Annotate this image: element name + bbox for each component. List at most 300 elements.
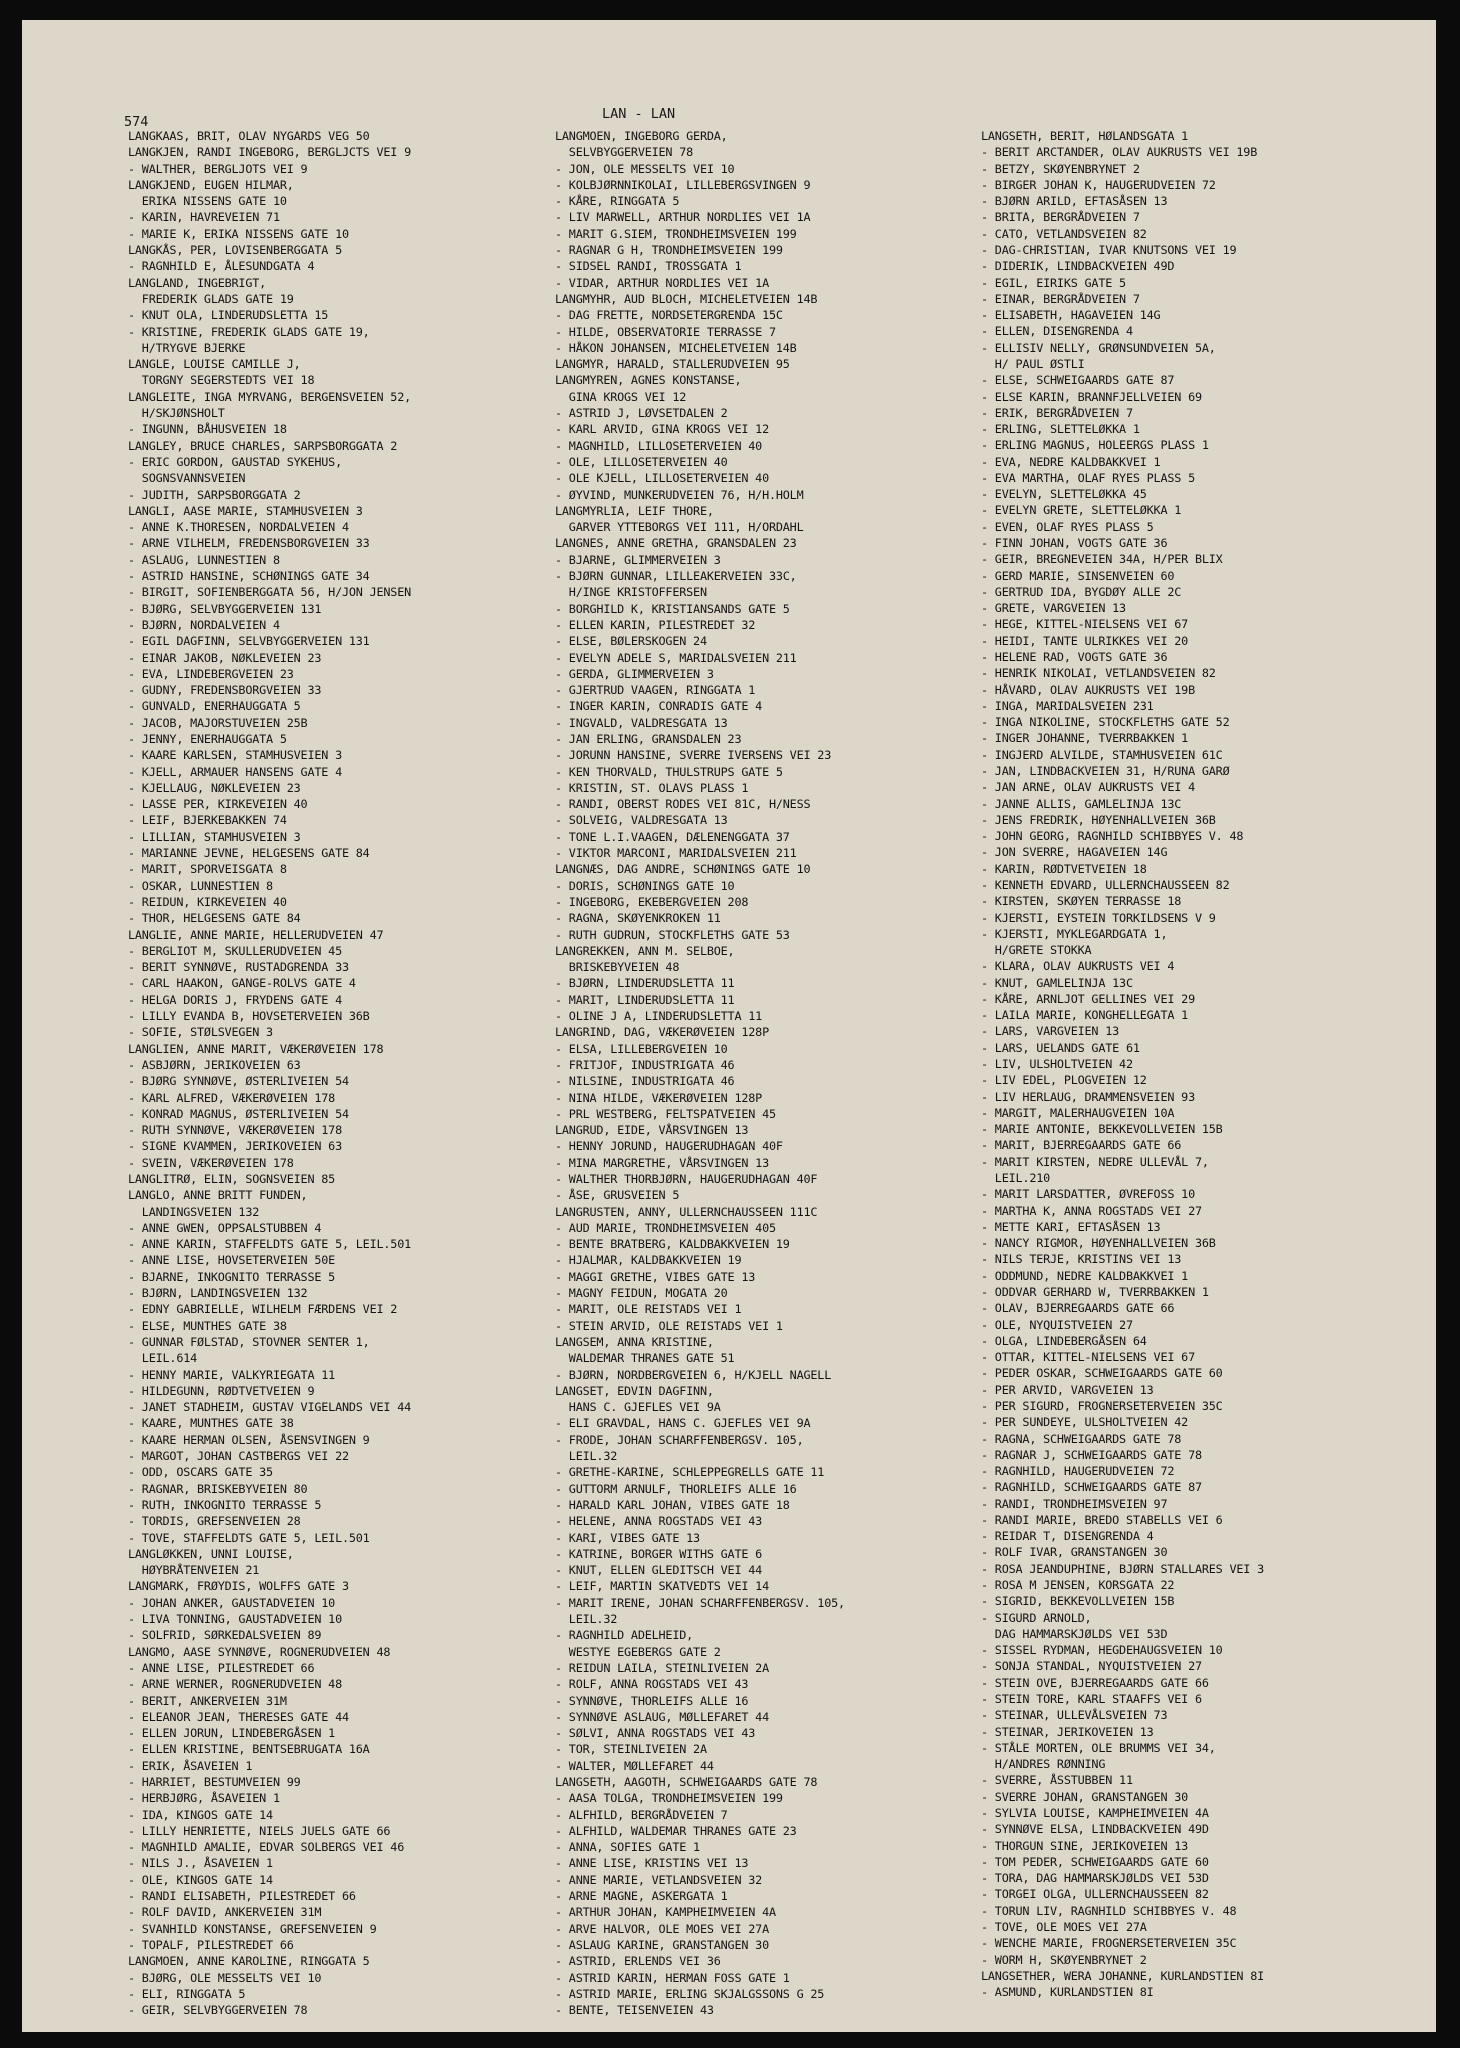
directory-entry: LANGMO, AASE SYNNØVE, ROGNERUDVEIEN 48 xyxy=(128,1644,391,1659)
directory-entry: - FRODE, JOHAN SCHARFFENBERGSV. 105, xyxy=(555,1432,804,1447)
directory-entry: - ERIK, BERGRÅDVEIEN 7 xyxy=(981,405,1133,420)
directory-entry: LANGLEY, BRUCE CHARLES, SARPSBORGGATA 2 xyxy=(128,438,398,453)
directory-entry: - DAG-CHRISTIAN, IVAR KNUTSONS VEI 19 xyxy=(981,242,1237,257)
directory-entry: - SIGNE KVAMMEN, JERIKOVEIEN 63 xyxy=(128,1139,342,1154)
directory-entry: - BJØRN ARILD, EFTASÅSEN 13 xyxy=(981,194,1168,209)
directory-entry: - ASLAUG KARINE, GRANSTANGEN 30 xyxy=(555,1937,769,1952)
directory-entry: H/SKJØNSHOLT xyxy=(128,406,225,421)
directory-entry: - WALTHER THORBJØRN, HAUGERUDHAGAN 40F xyxy=(555,1172,818,1186)
directory-entry: - EGIL DAGFINN, SELVBYGGERVEIEN 131 xyxy=(128,634,370,649)
directory-entry: - KÅRE, RINGGATA 5 xyxy=(555,194,680,209)
directory-entry: - BERGLIOT M, SKULLERUDVEIEN 45 xyxy=(128,943,342,958)
directory-entry: - RUTH GUDRUN, STOCKFLETHS GATE 53 xyxy=(555,927,790,942)
directory-entry: - VIKTOR MARCONI, MARIDALSVEIEN 211 xyxy=(555,846,797,861)
directory-entry: - PER SUNDEYE, ULSHOLTVEIEN 42 xyxy=(981,1415,1189,1430)
directory-entry: - PEDER OSKAR, SCHWEIGAARDS GATE 60 xyxy=(981,1366,1223,1381)
directory-entry: - HEIDI, TANTE ULRIKKES VEI 20 xyxy=(981,633,1189,648)
directory-entry: - KJELL, ARMAUER HANSENS GATE 4 xyxy=(128,764,342,779)
directory-entry: - WALTHER, BERGLJOTS VEI 9 xyxy=(128,161,308,176)
directory-entry: - HENRIK NIKOLAI, VETLANDSVEIEN 82 xyxy=(981,666,1216,681)
directory-entry: - MAGNHILD, LILLOSETERVEIEN 40 xyxy=(555,438,763,453)
directory-entry: - OLAV, BJERREGAARDS GATE 66 xyxy=(981,1301,1175,1316)
directory-entry: - KENNETH EDVARD, ULLERNCHAUSSEEN 82 xyxy=(981,877,1230,892)
directory-entry: - JANNE ALLIS, GAMLELINJA 13C xyxy=(981,796,1182,811)
directory-entry: - SIDSEL RANDI, TROSSGATA 1 xyxy=(555,259,742,274)
directory-entry: ERIKA NISSENS GATE 10 xyxy=(128,194,287,209)
directory-entry: HANS C. GJEFLES VEI 9A xyxy=(555,1400,721,1415)
directory-entry: - BETZY, SKØYENBRYNET 2 xyxy=(981,161,1140,176)
directory-entry: - ASMUND, KURLANDSTIEN 8I xyxy=(981,1985,1154,2000)
directory-entry: - NANCY RIGMOR, HØYENHALLVEIEN 36B xyxy=(981,1236,1216,1251)
directory-entry: - JOHN GEORG, RAGNHILD SCHIBBYES V. 48 xyxy=(981,829,1244,844)
directory-entry: - ANNE K.THORESEN, NORDALVEIEN 4 xyxy=(128,520,349,535)
directory-entry: - INGVALD, VALDRESGATA 13 xyxy=(555,715,728,730)
directory-entry: - ANNA, SOFIES GATE 1 xyxy=(555,1840,700,1855)
directory-entry: LANGLIE, ANNE MARIE, HELLERUDVEIEN 47 xyxy=(128,927,384,942)
directory-entry: LANGLIEN, ANNE MARIT, VÆKERØVEIEN 178 xyxy=(128,1041,384,1056)
directory-entry: HØYBRÅTENVEIEN 21 xyxy=(128,1563,260,1578)
directory-entry: - PER ARVID, VARGVEIEN 13 xyxy=(981,1382,1154,1397)
directory-entry: LEIL.32 xyxy=(555,1612,618,1627)
directory-entry: - ELSE KARIN, BRANNFJELLVEIEN 69 xyxy=(981,389,1202,404)
directory-entry: - KARL ALFRED, VÆKERØVEIEN 178 xyxy=(128,1090,336,1105)
directory-entry: - CATO, VETLANDSVEIEN 82 xyxy=(981,226,1147,241)
directory-entry: LANGLE, LOUISE CAMILLE J, xyxy=(128,357,301,372)
directory-entry: - MARIT, OLE REISTADS VEI 1 xyxy=(555,1302,742,1317)
directory-entry: - ERIC GORDON, GAUSTAD SYKEHUS, xyxy=(128,454,342,469)
directory-entry: LANGRIND, DAG, VÆKERØVEIEN 128P xyxy=(555,1025,769,1040)
directory-entry: - EVA, LINDEBERGVEIEN 23 xyxy=(128,666,294,681)
directory-entry: - JACOB, MAJORSTUVEIEN 25B xyxy=(128,715,308,730)
directory-entry: LANGMYREN, AGNES KONSTANSE, xyxy=(555,373,742,388)
directory-entry: LANGLI, AASE MARIE, STAMHUSVEIEN 3 xyxy=(128,503,363,518)
directory-entry: - ODDMUND, NEDRE KALDBAKKVEI 1 xyxy=(981,1268,1189,1283)
directory-entry: - RAGNA, SKØYENKROKEN 11 xyxy=(555,911,721,926)
directory-entry: - TORA, DAG HAMMARSKJØLDS VEI 53D xyxy=(981,1871,1209,1886)
directory-entry: DAG HAMMARSKJØLDS VEI 53D xyxy=(981,1626,1168,1641)
directory-entry: - HERBJØRG, ÅSAVEIEN 1 xyxy=(128,1791,280,1806)
directory-entry: - SONJA STANDAL, NYQUISTVEIEN 27 xyxy=(981,1659,1202,1674)
directory-entry: - BRITA, BERGRÅDVEIEN 7 xyxy=(981,210,1140,225)
directory-entry: - HELGA DORIS J, FRYDENS GATE 4 xyxy=(128,992,342,1007)
directory-entry: H/INGE KRISTOFFERSEN xyxy=(555,585,707,600)
directory-entry: - AASA TOLGA, TRONDHEIMSVEIEN 199 xyxy=(555,1791,783,1806)
directory-entry: - STÅLE MORTEN, OLE BRUMMS VEI 34, xyxy=(981,1740,1216,1755)
directory-entry: - STEINAR, ULLEVÅLSVEIEN 73 xyxy=(981,1708,1168,1723)
directory-entry: H/ANDRES RØNNING xyxy=(981,1757,1106,1772)
directory-entry: - LARS, UELANDS GATE 61 xyxy=(981,1040,1140,1055)
directory-entry: - TORGEI OLGA, ULLERNCHAUSSEEN 82 xyxy=(981,1887,1209,1902)
directory-entry: - EVA MARTHA, OLAF RYES PLASS 5 xyxy=(981,470,1195,485)
directory-entry: - HEGE, KITTEL-NIELSENS VEI 67 xyxy=(981,617,1189,632)
directory-entry: FREDERIK GLADS GATE 19 xyxy=(128,291,294,306)
directory-entry: - ELI, RINGGATA 5 xyxy=(128,1986,246,2001)
directory-page xyxy=(22,20,1436,2032)
directory-entry: - BJØRN, LINDERUDSLETTA 11 xyxy=(555,976,735,991)
directory-entry: - ASTRID HANSINE, SCHØNINGS GATE 34 xyxy=(128,569,370,584)
directory-entry: - LEIF, MARTIN SKATVEDTS VEI 14 xyxy=(555,1579,769,1594)
directory-entry: - JUDITH, SARPSBORGGATA 2 xyxy=(128,487,301,502)
directory-entry: - RAGNA, SCHWEIGAARDS GATE 78 xyxy=(981,1431,1182,1446)
directory-entry: - KRISTIN, ST. OLAVS PLASS 1 xyxy=(555,780,749,795)
directory-entry: - KAARE KARLSEN, STAMHUSVEIEN 3 xyxy=(128,748,342,763)
directory-entry: - EVEN, OLAF RYES PLASS 5 xyxy=(981,519,1154,534)
directory-entry: WESTYE EGEBERGS GATE 2 xyxy=(555,1644,721,1659)
directory-entry: - WENCHE MARIE, FROGNERSETERVEIEN 35C xyxy=(981,1936,1237,1951)
directory-entry: - RAGNHILD E, ÅLESUNDGATA 4 xyxy=(128,259,315,274)
directory-entry: - STEINAR, JERIKOVEIEN 13 xyxy=(981,1724,1154,1739)
directory-entry: - KNUT OLA, LINDERUDSLETTA 15 xyxy=(128,308,329,323)
directory-entry: - KRISTINE, FREDERIK GLADS GATE 19, xyxy=(128,324,370,339)
directory-entry: - LIV MARWELL, ARTHUR NORDLIES VEI 1A xyxy=(555,210,811,225)
directory-entry: - ANNE LISE, KRISTINS VEI 13 xyxy=(555,1856,749,1871)
directory-entry: - THOR, HELGESENS GATE 84 xyxy=(128,911,301,926)
directory-entry: - ASTRID, ERLENDS VEI 36 xyxy=(555,1954,721,1969)
directory-entry: - TOPALF, PILESTREDET 66 xyxy=(128,1937,294,1952)
directory-entry: - NINA HILDE, VÆKERØVEIEN 128P xyxy=(555,1090,763,1105)
directory-entry: - ARTHUR JOHAN, KAMPHEIMVEIEN 4A xyxy=(555,1905,776,1920)
directory-entry: - JAN ARNE, OLAV AUKRUSTS VEI 4 xyxy=(981,780,1195,795)
directory-entry: LEIL.32 xyxy=(555,1449,618,1464)
directory-entry: - STEIN TORE, KARL STAAFFS VEI 6 xyxy=(981,1692,1202,1706)
directory-entry: BRISKEBYVEIEN 48 xyxy=(555,960,680,975)
directory-entry: SELVBYGGERVEIEN 78 xyxy=(555,145,694,160)
directory-entry: - SYNNØVE, THORLEIFS ALLE 16 xyxy=(555,1693,749,1708)
directory-entry: H/TRYGVE BJERKE xyxy=(128,340,246,355)
directory-entry: - KJELLAUG, NØKLEVEIEN 23 xyxy=(128,780,301,795)
directory-entry: - MARIT G.SIEM, TRONDHEIMSVEIEN 199 xyxy=(555,226,797,241)
directory-entry: - SYLVIA LOUISE, KAMPHEIMVEIEN 4A xyxy=(981,1805,1209,1820)
directory-entry: - GUTTORM ARNULF, THORLEIFS ALLE 16 xyxy=(555,1481,797,1496)
directory-entry: - OSKAR, LUNNESTIEN 8 xyxy=(128,878,273,893)
directory-entry: - TORDIS, GREFSENVEIEN 28 xyxy=(128,1514,301,1529)
directory-entry: - MARIE ANTONIE, BEKKEVOLLVEIEN 15B xyxy=(981,1122,1223,1137)
directory-entry: - RANDI ELISABETH, PILESTREDET 66 xyxy=(128,1889,356,1904)
directory-entry: - ANNE GWEN, OPPSALSTUBBEN 4 xyxy=(128,1220,322,1235)
directory-entry: - SISSEL RYDMAN, HEGDEHAUGSVEIEN 10 xyxy=(981,1643,1223,1658)
directory-entry: LANGSET, EDVIN DAGFINN, xyxy=(555,1383,714,1398)
directory-entry: - JAN, LINDBACKVEIEN 31, H/RUNA GARØ xyxy=(981,763,1230,778)
directory-entry: - KARIN, HAVREVEIEN 71 xyxy=(128,210,280,225)
directory-entry: - RAGNAR G H, TRONDHEIMSVEIEN 199 xyxy=(555,243,783,258)
directory-entry: - REIDUN LAILA, STEINLIVEIEN 2A xyxy=(555,1660,769,1675)
directory-entry: H/GRETE STOKKA xyxy=(981,943,1092,958)
directory-entry: - LIVA TONNING, GAUSTADVEIEN 10 xyxy=(128,1612,342,1627)
directory-entry: - MARIE K, ERIKA NISSENS GATE 10 xyxy=(128,226,349,241)
directory-entry: - JON, OLE MESSELTS VEI 10 xyxy=(555,161,735,176)
directory-entry: - MINA MARGRETHE, VÅRSVINGEN 13 xyxy=(555,1155,769,1170)
directory-entry: - KAARE, MUNTHES GATE 38 xyxy=(128,1416,294,1431)
directory-entry: - LEIF, BJERKEBAKKEN 74 xyxy=(128,813,287,828)
directory-entry: - ROLF, ANNA ROGSTADS VEI 43 xyxy=(555,1677,749,1692)
directory-entry: - GERDA, GLIMMERVEIEN 3 xyxy=(555,666,714,681)
directory-entry: - OLE, KINGOS GATE 14 xyxy=(128,1872,273,1887)
entries-column-1 xyxy=(128,128,411,2018)
directory-entry: - AUD MARIE, TRONDHEIMSVEIEN 405 xyxy=(555,1220,776,1235)
directory-entry: - MARIT LARSDATTER, ØVREFOSS 10 xyxy=(981,1187,1195,1202)
directory-entry: LANGMOEN, INGEBORG GERDA, xyxy=(555,129,728,143)
page-number: 574 xyxy=(124,114,149,130)
directory-entry: - LIV HERLAUG, DRAMMENSVEIEN 93 xyxy=(981,1089,1195,1104)
directory-entry: - JORUNN HANSINE, SVERRE IVERSENS VEI 23 xyxy=(555,748,832,763)
directory-entry: LANGRUD, EIDE, VÅRSVINGEN 13 xyxy=(555,1123,749,1138)
directory-entry: LANGREKKEN, ANN M. SELBOE, xyxy=(555,943,735,958)
directory-entry: - RAGNHILD ADELHEID, xyxy=(555,1628,694,1643)
directory-entry: - ELLEN KARIN, PILESTREDET 32 xyxy=(555,617,756,632)
directory-entry: - KATRINE, BORGER WITHS GATE 6 xyxy=(555,1546,763,1561)
directory-entry: - TOVE, STAFFELDTS GATE 5, LEIL.501 xyxy=(128,1530,370,1545)
directory-entry: - EGIL, EIRIKS GATE 5 xyxy=(981,275,1126,290)
directory-entry: - VIDAR, ARTHUR NORDLIES VEI 1A xyxy=(555,275,769,290)
directory-entry: - WORM H, SKØYENBRYNET 2 xyxy=(981,1952,1147,1967)
directory-entry: - KARL ARVID, GINA KROGS VEI 12 xyxy=(555,422,769,437)
directory-entry: LANGSEM, ANNA KRISTINE, xyxy=(555,1334,714,1349)
directory-entry: - SOFIE, STØLSVEGEN 3 xyxy=(128,1025,273,1040)
directory-entry: - JAN ERLING, GRANSDALEN 23 xyxy=(555,731,742,746)
directory-entry: LANGMOEN, ANNE KAROLINE, RINGGATA 5 xyxy=(128,1954,370,1969)
directory-entry: - BJØRN, NORDBERGVEIEN 6, H/KJELL NAGELL xyxy=(555,1367,832,1382)
directory-entry: - SVERRE, ÅSSTUBBEN 11 xyxy=(981,1773,1133,1788)
directory-entry: - TORUN LIV, RAGNHILD SCHIBBYES V. 48 xyxy=(981,1903,1237,1918)
directory-entry: - ELI GRAVDAL, HANS C. GJEFLES VEI 9A xyxy=(555,1416,811,1431)
directory-entry: - JON SVERRE, HAGAVEIEN 14G xyxy=(981,845,1168,860)
directory-entry: - KNUT, ELLEN GLEDITSCH VEI 44 xyxy=(555,1563,763,1578)
directory-entry: LANGNES, ANNE GRETHA, GRANSDALEN 23 xyxy=(555,536,797,551)
directory-entry: - ELSE, BØLERSKOGEN 24 xyxy=(555,634,707,649)
directory-entry: - NILS J., ÅSAVEIEN 1 xyxy=(128,1856,273,1871)
directory-entry: - ELISABETH, HAGAVEIEN 14G xyxy=(981,308,1161,323)
directory-entry: - ANNE LISE, PILESTREDET 66 xyxy=(128,1660,315,1675)
directory-entry: - DIDERIK, LINDBACKVEIEN 49D xyxy=(981,259,1175,274)
directory-entry: - BJØRN, NORDALVEIEN 4 xyxy=(128,617,280,632)
directory-entry: - ANNE KARIN, STAFFELDTS GATE 5, LEIL.501 xyxy=(128,1237,411,1252)
directory-entry: LANGLITRØ, ELIN, SOGNSVEIEN 85 xyxy=(128,1172,336,1186)
directory-entry: - ELSE, MUNTHES GATE 38 xyxy=(128,1318,287,1333)
directory-entry: LANGKÅS, PER, LOVISENBERGGATA 5 xyxy=(128,243,342,258)
directory-entry: - ROLF DAVID, ANKERVEIEN 31M xyxy=(128,1905,322,1920)
directory-entry: - LIV, ULSHOLTVEIEN 42 xyxy=(981,1057,1133,1072)
directory-entry: SOGNSVANNSVEIEN xyxy=(128,471,246,486)
directory-entry: - ALFHILD, WALDEMAR THRANES GATE 23 xyxy=(555,1823,797,1838)
directory-entry: LEIL.614 xyxy=(128,1351,198,1366)
directory-entry: - OLINE J A, LINDERUDSLETTA 11 xyxy=(555,1009,763,1024)
directory-entry: - KOLBJØRNNIKOLAI, LILLEBERGSVINGEN 9 xyxy=(555,177,811,192)
directory-entry: - BORGHILD K, KRISTIANSANDS GATE 5 xyxy=(555,601,790,616)
directory-entry: - RUTH SYNNØVE, VÆKERØVEIEN 178 xyxy=(128,1123,342,1138)
directory-entry: - RUTH, INKOGNITO TERRASSE 5 xyxy=(128,1497,322,1512)
directory-entry: - ERIK, ÅSAVEIEN 1 xyxy=(128,1758,253,1773)
directory-entry: LANGMYR, HARALD, STALLERUDVEIEN 95 xyxy=(555,357,790,372)
directory-entry: - GUNVALD, ENERHAUGGATA 5 xyxy=(128,699,301,714)
directory-entry: LANGKJEN, RANDI INGEBORG, BERGLJCTS VEI 9 xyxy=(128,145,411,160)
directory-entry: LANGRUSTEN, ANNY, ULLERNCHAUSSEEN 111C xyxy=(555,1204,818,1219)
directory-entry: LANGMYHR, AUD BLOCH, MICHELETVEIEN 14B xyxy=(555,291,818,306)
directory-entry: - TOM PEDER, SCHWEIGAARDS GATE 60 xyxy=(981,1854,1209,1869)
directory-entry: - IDA, KINGOS GATE 14 xyxy=(128,1807,273,1822)
directory-entry: LANGLO, ANNE BRITT FUNDEN, xyxy=(128,1188,308,1203)
directory-entry: - ARNE WERNER, ROGNERUDVEIEN 48 xyxy=(128,1677,342,1692)
directory-entry: LANGLØKKEN, UNNI LOUISE, xyxy=(128,1546,294,1561)
directory-entry: - ARNE VILHELM, FREDENSBORGVEIEN 33 xyxy=(128,536,370,551)
directory-entry: - INGJERD ALVILDE, STAMHUSVEIEN 61C xyxy=(981,747,1223,762)
directory-entry: - ØYVIND, MUNKERUDVEIEN 76, H/H.HOLM xyxy=(555,487,804,502)
directory-entry: - MARIT, SPORVEISGATA 8 xyxy=(128,862,287,877)
directory-entry: - ELLEN KRISTINE, BENTSEBRUGATA 16A xyxy=(128,1742,370,1757)
directory-entry: LANGLEITE, INGA MYRVANG, BERGENSVEIEN 52, xyxy=(128,389,411,404)
directory-entry: - GUDNY, FREDENSBORGVEIEN 33 xyxy=(128,683,322,698)
directory-entry: - RAGNHILD, HAUGERUDVEIEN 72 xyxy=(981,1464,1175,1479)
directory-entry: - TOR, STEINLIVEIEN 2A xyxy=(555,1742,707,1757)
directory-entry: - BERIT ARCTANDER, OLAV AUKRUSTS VEI 19B xyxy=(981,145,1258,160)
directory-entry: - ALFHILD, BERGRÅDVEIEN 7 xyxy=(555,1807,728,1822)
directory-entry: - RANDI, OBERST RODES VEI 81C, H/NESS xyxy=(555,797,811,812)
directory-entry: - BJØRN, LANDINGSVEIEN 132 xyxy=(128,1286,308,1301)
directory-entry: - ROSA M JENSEN, KORSGATA 22 xyxy=(981,1578,1175,1593)
directory-entry: - ROLF IVAR, GRANSTANGEN 30 xyxy=(981,1545,1168,1560)
directory-entry: - KARI, VIBES GATE 13 xyxy=(555,1530,700,1545)
directory-entry: WALDEMAR THRANES GATE 51 xyxy=(555,1351,735,1366)
directory-entry: - GEIR, SELVBYGGERVEIEN 78 xyxy=(128,2003,308,2018)
directory-entry: - EVA, NEDRE KALDBAKKVEI 1 xyxy=(981,454,1161,469)
directory-entry: - HÅVARD, OLAV AUKRUSTS VEI 19B xyxy=(981,682,1195,697)
directory-entry: - ASTRID MARIE, ERLING SKJALGSSONS G 25 xyxy=(555,1986,825,2001)
directory-entry: - LAILA MARIE, KONGHELLEGATA 1 xyxy=(981,1008,1189,1023)
directory-entry: - MARIT KIRSTEN, NEDRE ULLEVÅL 7, xyxy=(981,1154,1209,1169)
directory-entry: - METTE KARI, EFTASÅSEN 13 xyxy=(981,1219,1161,1234)
directory-entry: - BJØRN GUNNAR, LILLEAKERVEIEN 33C, xyxy=(555,569,797,584)
directory-entry: - FRITJOF, INDUSTRIGATA 46 xyxy=(555,1057,735,1072)
directory-entry: - STEIN OVE, BJERREGAARDS GATE 66 xyxy=(981,1675,1209,1690)
directory-entry: - SVANHILD KONSTANSE, GREFSENVEIEN 9 xyxy=(128,1921,377,1936)
directory-entry: - RANDI, TRONDHEIMSVEIEN 97 xyxy=(981,1496,1168,1511)
directory-entry: - HILDEGUNN, RØDTVETVEIEN 9 xyxy=(128,1383,315,1398)
directory-entry: - ELEANOR JEAN, THERESES GATE 44 xyxy=(128,1709,349,1724)
directory-entry: - HENNY MARIE, VALKYRIEGATA 11 xyxy=(128,1367,336,1382)
directory-entry: - GJERTRUD VAAGEN, RINGGATA 1 xyxy=(555,683,756,698)
directory-entry: - BENTE BRATBERG, KALDBAKKVEIEN 19 xyxy=(555,1237,790,1252)
directory-entry: - RAGNAR J, SCHWEIGAARDS GATE 78 xyxy=(981,1447,1202,1462)
directory-entry: H/ PAUL ØSTLI xyxy=(981,356,1085,371)
directory-entry: - KLARA, OLAV AUKRUSTS VEI 4 xyxy=(981,959,1175,974)
directory-entry: - ROSA JEANDUPHINE, BJØRN STALLARES VEI 3 xyxy=(981,1561,1264,1576)
directory-entry: - OLE, LILLOSETERVEIEN 40 xyxy=(555,454,728,469)
directory-entry: - ANNE MARIE, VETLANDSVEIEN 32 xyxy=(555,1872,763,1887)
directory-entry: - GRETE, VARGVEIEN 13 xyxy=(981,601,1126,616)
directory-entry: - INGUNN, BÅHUSVEIEN 18 xyxy=(128,422,287,437)
directory-entry: - ELSA, LILLEBERGVEIEN 10 xyxy=(555,1041,728,1056)
directory-entry: - EINAR JAKOB, NØKLEVEIEN 23 xyxy=(128,650,322,665)
directory-entry: - GERD MARIE, SINSENVEIEN 60 xyxy=(981,568,1175,583)
directory-entry: - RAGNHILD, SCHWEIGAARDS GATE 87 xyxy=(981,1480,1202,1495)
directory-entry: - ARVE HALVOR, OLE MOES VEI 27A xyxy=(555,1921,769,1936)
directory-entry: - BERIT SYNNØVE, RUSTADGRENDA 33 xyxy=(128,960,349,975)
directory-entry: - INGEBORG, EKEBERGVEIEN 208 xyxy=(555,894,749,909)
directory-entry: LANGLAND, INGEBRIGT, xyxy=(128,275,267,290)
directory-entry: - OLE, NYQUISTVEIEN 27 xyxy=(981,1317,1133,1332)
directory-entry: - MAGNY FEIDUN, MOGATA 20 xyxy=(555,1286,728,1301)
directory-entry: - DORIS, SCHØNINGS GATE 10 xyxy=(555,878,735,893)
directory-entry: - GERTRUD IDA, BYGDØY ALLE 2C xyxy=(981,584,1182,599)
directory-entry: - SIGRID, BEKKEVOLLVEIEN 15B xyxy=(981,1594,1175,1609)
directory-entry: - GEIR, BREGNEVEIEN 34A, H/PER BLIX xyxy=(981,552,1223,567)
directory-entry: - BENTE, TEISENVEIEN 43 xyxy=(555,2003,714,2018)
directory-entry: - EVELYN, SLETTELØKKA 45 xyxy=(981,487,1147,502)
directory-entry: - CARL HAAKON, GANGE-ROLVS GATE 4 xyxy=(128,976,356,991)
directory-entry: - SVERRE JOHAN, GRANSTANGEN 30 xyxy=(981,1789,1189,1804)
directory-entry: - KIRSTEN, SKØYEN TERRASSE 18 xyxy=(981,894,1182,909)
directory-entry: - MARGOT, JOHAN CASTBERGS VEI 22 xyxy=(128,1449,349,1464)
directory-entry: - KARIN, RØDTVETVEIEN 18 xyxy=(981,861,1147,876)
directory-entry: - MARIT IRENE, JOHAN SCHARFFENBERGSV. 105, xyxy=(555,1595,845,1610)
directory-entry: - ODD, OSCARS GATE 35 xyxy=(128,1465,273,1480)
directory-entry: - ASTRID KARIN, HERMAN FOSS GATE 1 xyxy=(555,1970,790,1985)
directory-entry: - LILLY HENRIETTE, NIELS JUELS GATE 66 xyxy=(128,1823,391,1838)
directory-entry: LANGMYRLIA, LEIF THORE, xyxy=(555,503,714,518)
directory-entry: - SIGURD ARNOLD, xyxy=(981,1610,1092,1625)
directory-entry: - ERLING MAGNUS, HOLEERGS PLASS 1 xyxy=(981,438,1209,453)
directory-entry: - BJØRG, SELVBYGGERVEIEN 131 xyxy=(128,601,322,616)
directory-entry: LANGKJEND, EUGEN HILMAR, xyxy=(128,177,294,192)
directory-entry: - SØLVI, ANNA ROGSTADS VEI 43 xyxy=(555,1726,756,1741)
directory-entry: - TOVE, OLE MOES VEI 27A xyxy=(981,1919,1147,1934)
directory-entry: - BJARNE, GLIMMERVEIEN 3 xyxy=(555,552,721,567)
directory-entry: - NILS TERJE, KRISTINS VEI 13 xyxy=(981,1252,1182,1267)
directory-entry: - EVELYN GRETE, SLETTELØKKA 1 xyxy=(981,503,1182,518)
directory-entry: - ASLAUG, LUNNESTIEN 8 xyxy=(128,552,280,567)
directory-entry: - LILLY EVANDA B, HOVSETERVEIEN 36B xyxy=(128,1009,370,1024)
directory-entry: - GRETHE-KARINE, SCHLEPPEGRELLS GATE 11 xyxy=(555,1465,825,1480)
directory-entry: - KAARE HERMAN OLSEN, ÅSENSVINGEN 9 xyxy=(128,1432,370,1447)
directory-entry: - JENNY, ENERHAUGGATA 5 xyxy=(128,731,287,746)
directory-entry: - INGER JOHANNE, TVERRBAKKEN 1 xyxy=(981,731,1189,746)
directory-entry: LANGKAAS, BRIT, OLAV NYGARDS VEG 50 xyxy=(128,129,370,143)
directory-entry: - ODDVAR GERHARD W, TVERRBAKKEN 1 xyxy=(981,1284,1209,1299)
directory-entry: - LASSE PER, KIRKEVEIEN 40 xyxy=(128,797,308,812)
directory-entry: - REIDUN, KIRKEVEIEN 40 xyxy=(128,894,287,909)
directory-entry: - ANNE LISE, HOVSETERVEIEN 50E xyxy=(128,1253,336,1268)
directory-entry: - ERLING, SLETTELØKKA 1 xyxy=(981,422,1140,437)
directory-entry: - LILLIAN, STAMHUSVEIEN 3 xyxy=(128,829,301,844)
directory-entry: - ASTRID J, LØVSETDALEN 2 xyxy=(555,406,728,421)
directory-entry: - MARIT, LINDERUDSLETTA 11 xyxy=(555,992,735,1007)
directory-entry: - HARRIET, BESTUMVEIEN 99 xyxy=(128,1774,301,1789)
directory-entry: - KONRAD MAGNUS, ØSTERLIVEIEN 54 xyxy=(128,1106,349,1121)
directory-entry: - ÅSE, GRUSVEIEN 5 xyxy=(555,1188,680,1203)
directory-entry: - HÅKON JOHANSEN, MICHELETVEIEN 14B xyxy=(555,340,797,355)
directory-entry: - MARGIT, MALERHAUGVEIEN 10A xyxy=(981,1105,1175,1120)
directory-entry: - FINN JOHAN, VOGTS GATE 36 xyxy=(981,536,1168,551)
directory-entry: - SVEIN, VÆKERØVEIEN 178 xyxy=(128,1155,294,1170)
directory-entry: - JANET STADHEIM, GUSTAV VIGELANDS VEI 44 xyxy=(128,1400,411,1415)
directory-entry: - LIV EDEL, PLOGVEIEN 12 xyxy=(981,1073,1147,1088)
directory-entry: GINA KROGS VEI 12 xyxy=(555,389,687,404)
directory-entry: - OLE KJELL, LILLOSETERVEIEN 40 xyxy=(555,471,769,486)
directory-entry: - ELLEN JORUN, LINDEBERGÅSEN 1 xyxy=(128,1726,336,1741)
directory-entry: - KJERSTI, MYKLEGARDGATA 1, xyxy=(981,926,1168,941)
directory-entry: - SYNNØVE ELSA, LINDBACKVEIEN 49D xyxy=(981,1822,1209,1837)
directory-entry: - ARNE MAGNE, ASKERGATA 1 xyxy=(555,1889,728,1904)
directory-entry: - BIRGIT, SOFIENBERGGATA 56, H/JON JENSEN xyxy=(128,585,411,600)
directory-entry: - HENNY JORUND, HAUGERUDHAGAN 40F xyxy=(555,1139,783,1154)
directory-entry: LANGNÆS, DAG ANDRE, SCHØNINGS GATE 10 xyxy=(555,862,811,877)
directory-entry: - HJALMAR, KALDBAKKVEIEN 19 xyxy=(555,1253,742,1268)
directory-entry: - BJØRG, OLE MESSELTS VEI 10 xyxy=(128,1970,322,1985)
directory-entry: - HELENE, ANNA ROGSTADS VEI 43 xyxy=(555,1514,763,1529)
entries-column-3 xyxy=(981,128,1264,2000)
directory-entry: - DAG FRETTE, NORDSETERGRENDA 15C xyxy=(555,308,783,323)
directory-entry: LANGMARK, FRØYDIS, WOLFFS GATE 3 xyxy=(128,1579,349,1594)
directory-entry: - RANDI MARIE, BREDO STABELLS VEI 6 xyxy=(981,1512,1223,1527)
